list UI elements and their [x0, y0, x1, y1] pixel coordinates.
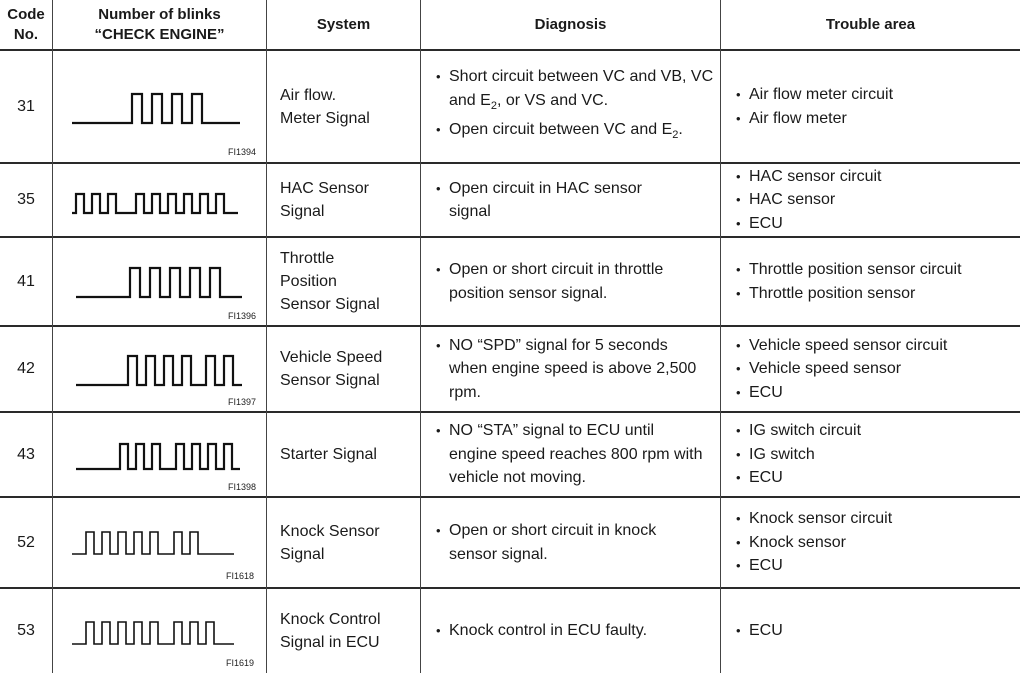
diagnosis-item: • Open circuit in HAC sensor signal [436, 177, 686, 224]
diagnosis-item: • Open circuit between VC and $E_2$. [436, 118, 716, 148]
figure-number: FI1618 [226, 571, 255, 581]
code-cell [0, 413, 52, 496]
trouble-item: • HAC sensor [736, 188, 1018, 212]
diagnosis-item: • NO “STA” signal to ECU until engine speed reaches 800 rpm with vehicle not moving. [436, 419, 706, 490]
system-cell [280, 164, 418, 236]
system-line: Knock Sensor [280, 522, 380, 540]
trouble-item: • Vehicle speed sensor [736, 357, 1018, 381]
code-number: 42 [17, 360, 35, 377]
system-line: Knock Control [280, 611, 381, 628]
column-divider [266, 0, 267, 673]
figure-number: FI1396 [228, 311, 257, 321]
figure-number: FI1397 [228, 397, 257, 407]
diagnosis-cell [436, 413, 706, 496]
system-cell [280, 51, 418, 162]
code-number: 35 [17, 191, 35, 208]
trouble-cell [736, 164, 1018, 236]
system-line: Throttle [280, 250, 335, 267]
trouble-cell [736, 238, 1018, 325]
system-line: Sensor Signal [280, 372, 380, 389]
header-trouble [721, 0, 1020, 49]
column-divider [52, 0, 53, 673]
figure-number: FI1619 [226, 658, 255, 668]
system-line: Signal [280, 545, 325, 563]
header-blinks-line1: Number of blinks [98, 5, 221, 23]
system-cell [280, 589, 418, 673]
trouble-item: • Knock sensor circuit [736, 507, 1018, 531]
code-number: 31 [17, 97, 35, 115]
trouble-item: • HAC sensor circuit [736, 165, 1018, 189]
diagnosis-item: • Knock control in ECU faulty. [436, 619, 706, 643]
code-number: 52 [17, 533, 35, 551]
code-cell [0, 498, 52, 587]
system-cell [280, 413, 418, 496]
header-code-line2: No. [13, 25, 39, 43]
code-number: 53 [17, 622, 35, 639]
system-cell [280, 498, 418, 587]
diagnosis-cell [436, 589, 706, 673]
column-divider [720, 0, 721, 673]
code-cell [0, 238, 52, 325]
blink-pattern-icon [70, 88, 250, 128]
trouble-cell [736, 498, 1018, 587]
header-blinks [53, 0, 266, 49]
blink-pattern-icon [74, 350, 254, 390]
blink-pattern-icon [74, 436, 254, 476]
trouble-item: • Air flow meter [736, 107, 1018, 131]
trouble-cell [736, 327, 1018, 411]
header-code-line1: Code [7, 5, 45, 23]
diagnosis-item: • Open or short circuit in throttle position sensor signal. [436, 258, 716, 305]
system-line: Position [280, 273, 337, 290]
trouble-item: • ECU [736, 619, 1018, 643]
code-cell [0, 589, 52, 673]
header-trouble-label: Trouble area [825, 15, 916, 33]
system-line: Starter Signal [280, 446, 377, 463]
trouble-item: • Knock sensor [736, 531, 1018, 555]
system-line: Sensor Signal [280, 296, 380, 313]
diagnosis-item: • NO “SPD” signal for 5 seconds when engine speed is above 2,500 rpm. [436, 334, 706, 405]
header-system-label: System [316, 15, 371, 33]
diagnosis-cell [436, 51, 716, 162]
trouble-item: • Air flow meter circuit [736, 83, 1018, 107]
system-line: Vehicle Speed [280, 349, 383, 366]
trouble-item: • Throttle position sensor [736, 282, 1018, 306]
trouble-cell [736, 589, 1018, 673]
trouble-item: • ECU [736, 212, 1018, 236]
code-cell [0, 164, 52, 236]
trouble-item: • IG switch [736, 443, 1018, 467]
figure-number: FI1398 [228, 482, 257, 492]
trouble-item: • Throttle position sensor circuit [736, 258, 1018, 282]
system-line: Air flow. [280, 86, 337, 104]
system-cell [280, 327, 418, 411]
header-code [0, 0, 52, 49]
blink-pattern-icon [70, 522, 250, 562]
diagnosis-cell [436, 327, 706, 411]
trouble-item: • Vehicle speed sensor circuit [736, 334, 1018, 358]
system-line: Signal [280, 203, 325, 220]
trouble-item: • ECU [736, 381, 1018, 405]
header-diagnosis-label: Diagnosis [534, 15, 607, 33]
trouble-cell [736, 51, 1018, 162]
trouble-item: • IG switch circuit [736, 419, 1018, 443]
blink-pattern-icon [70, 612, 250, 652]
trouble-item: • ECU [736, 554, 1018, 578]
diagnosis-item: • Open or short circuit in knock sensor signal. [436, 519, 706, 566]
diagnosis-cell [436, 164, 686, 236]
system-line: HAC Sensor [280, 180, 369, 197]
trouble-cell [736, 413, 1018, 496]
code-number: 41 [17, 272, 35, 290]
header-system [267, 0, 420, 49]
code-number: 43 [17, 445, 35, 463]
blink-pattern-icon [70, 180, 250, 220]
diagnosis-cell [436, 238, 716, 325]
diagnosis-item: • Short circuit between VC and VB, VC and $E_2$, or VS and VC. [436, 65, 716, 118]
system-line: Signal in ECU [280, 634, 380, 651]
blink-pattern-icon [74, 262, 254, 302]
code-cell [0, 51, 52, 162]
header-blinks-line2: “CHECK ENGINE” [94, 25, 225, 43]
header-diagnosis [421, 0, 720, 49]
system-cell [280, 238, 418, 325]
code-cell [0, 327, 52, 411]
figure-number: FI1394 [228, 147, 257, 157]
system-line: Meter Signal [280, 109, 370, 127]
column-divider [420, 0, 421, 673]
diagnosis-cell [436, 498, 706, 587]
trouble-item: • ECU [736, 466, 1018, 490]
